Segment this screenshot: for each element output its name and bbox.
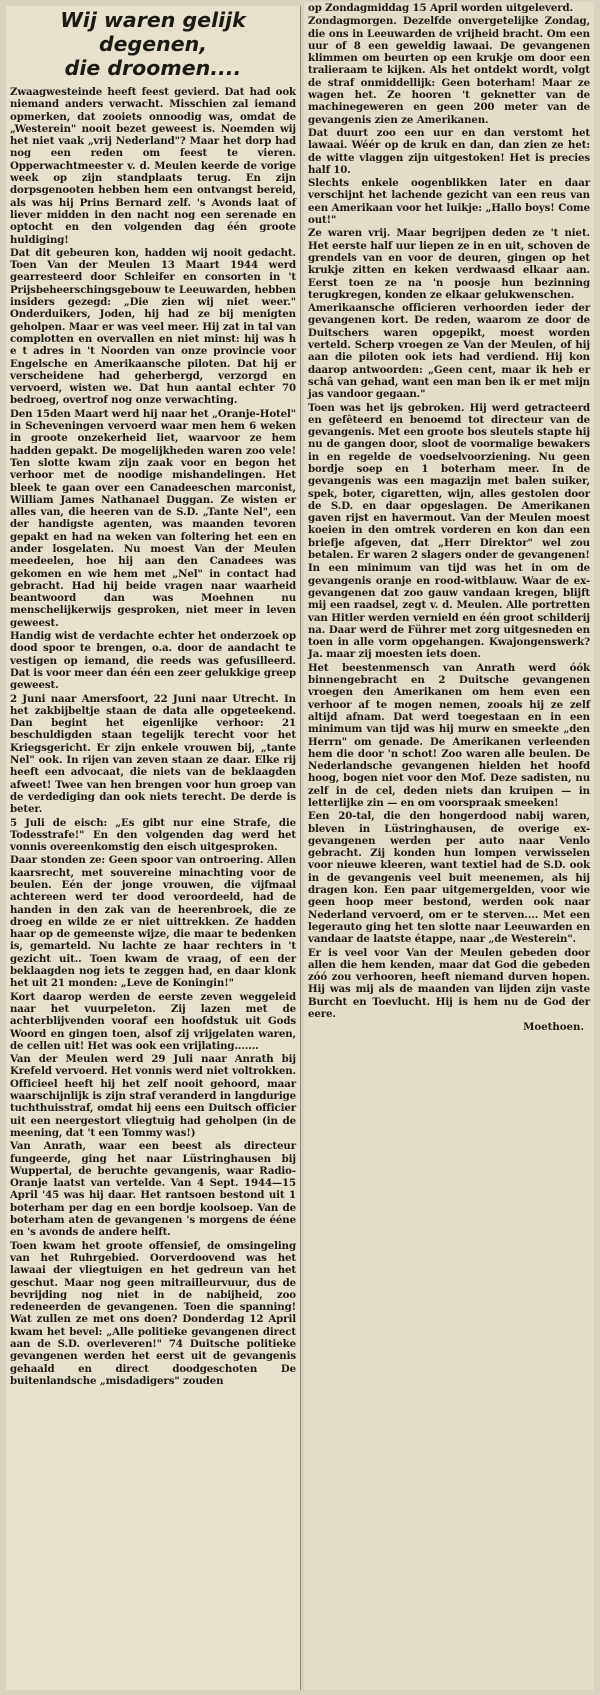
paragraph: Van der Meulen werd 29 Juli naar Anrath bij Krefeld vervoerd. Het vonnis werd niet voltrokken. Officieel heeft hij het zelf nooit gehoord, maar waarschijnlijk is zijn straf veranderd in langdurige tuchthuisstraf, omdat hij eens een Duitsch officier uit een neergestort vliegtuig had geholpen (in de meening, dat 't een Tommy was!): [10, 1053, 296, 1139]
paragraph: Van Anrath, waar een beest als directeur fungeerde, ging het naar Lüstringhausen bij Wuppertal, de beruchte gevangenis, waar Radio-Oranje laatst van vertelde. Van 4 Sept. 1944—15 April '45 was hij daar. Het rantsoen bestond uit 1 boterham per dag en een bordje koolsoep. Van de boterham aten de gevangenen 's morgens de ééne en 's avonds de andere helft.: [10, 1140, 296, 1239]
paragraph: Het beestenmensch van Anrath werd óók binnengebracht en 2 Duitsche gevangenen vroegen den Amerikanen om hem even een verhoor af te mogen nemen, zooals hij ze zelf altijd afnam. Dat werd toegestaan en in een minimum van tijd was hij murw en smeekte „den Herrn" om genade. De Amerikanen verleenden hem die door 'n schot! Zoo waren alle beulen. De Nederlandsche gevangenen hielden het hoofd hoog, bogen niet voor den Mof. Deze sadisten, nu zelf in de cel, deden niets dan kruipen — in letterlijke zin — en om voorspraak smeeken!: [308, 661, 590, 809]
article-headline: [8, 8, 298, 80]
right-column: [304, 2, 594, 1690]
paragraph: In een minimum van tijd was het in om de gevangenis oranje en rood-witblauw. Waar de ex-gevangenen dat zoo gauw vandaan kregen, blijft mij een raadsel, zegt v. d. Meulen. Alle portretten van Hitler werden vernield en één groot schilderij na. Daar werd de Führer met zorg uitgesneden en toen in alle vorm opgehangen. Kwajongenswerk? Ja. maar zij moesten iets doen.: [308, 562, 590, 661]
paragraph: Ze waren vrij. Maar begrijpen deden ze 't niet. Het eerste half uur liepen ze in en uit, schoven de grendels van en voor de deuren, gingen op het krukje zitten en keken verdwaasd elkaar aan. Eerst toen ze na 'n poosje hun bezinning terugkregen, konden ze elkaar gelukwenschen.: [308, 227, 590, 301]
paragraph: 5 Juli de eisch: „Es gibt nur eine Strafe, die Todesstrafe!" En den volgenden dag werd het vonnis overeenkomstig den eisch uitgesproken.: [10, 816, 296, 854]
paragraph: Zwaagwesteinde heeft feest gevierd. Dat had ook niemand anders verwacht. Misschien zal iemand opmerken, dat zooiets onnoodig was, omdat de „Westerein" nooit bezet geweest is. Noemden wij het niet vaak „vrij Nederland"? Maar het dorp had nog een reden om feest te vieren. Opperwachtmeester v. d. Meulen keerde de vorige week op zijn standplaats terug. En zijn dorpsgenooten hebben hem een ontvangst bereid, als was hij Prins Bernard zelf. 's Avonds laat of liever midden in den nacht nog een serenade en optocht en den volgenden dag één groote huldiging!: [10, 86, 296, 246]
paragraph: Den 15den Maart werd hij naar het „Oranje-Hotel" in Scheveningen vervoerd waar men hem 6 weken in groote onzekerheid liet, waarvoor ze hem hadden gepakt. De mogelijkheden waren zoo vele! Ten slotte kwam zijn zaak voor en begon het verhoor met de noodige mishandelingen. Het bleek te gaan over een Canadeeschen marconist, William James Nathanael Duggan. Ze wisten er alles van, die heeren van de S.D. „Tante Nel", een der handigste agenten, was maanden tevoren gepakt en had na weken van foltering het een en ander losgelaten. Nu moest Van der Meulen meedeelen, hoe hij aan den Canadees was gekomen en wie hem met „Nel" in contact had gebracht. Had hij beide vragen naar waarheid beantwoord dan was Moehnen nu menschelijkerwijs gesproken, niet meer in leven geweest.: [10, 407, 296, 629]
paragraph: Handig wist de verdachte echter het onderzoek op dood spoor te brengen, o.a. door de aandacht te vestigen op iemand, die reeds was gefusilleerd. Dat is voor meer dan één een zeer gelukkige greep geweest.: [10, 630, 296, 692]
paragraph: Daar stonden ze: Geen spoor van ontroering. Allen kaarsrecht, met souvereine minachting voor de beulen. Eén der jonge vrouwen, die vijfmaal achtereen werd ter dood veroordeeld, had de handen in den zak van de heerenbroek, die ze droeg en wilde ze er niet uittrekken. Ze hadden haar op de gemeenste wijze, die maar te bedenken is, gemarteld. Nu lachte ze haar rechters in 't gezicht uit.. Toen kwam de vraag, of een der beklaagden nog iets te zeggen had, en daar klonk het uit 21 monden: „Leve de Koningin!": [10, 854, 296, 990]
paragraph: Toen kwam het groote offensief, de omsingeling van het Ruhrgebied. Oorverdoovend was het lawaai der vliegtuigen en het gedreun van het geschut. Maar nog geen mitrailleurvuur, dus de bevrijding nog niet in de nabijheid, zoo redeneerden de gevangenen. Toen die spanning! Wat zullen ze met ons doen? Donderdag 12 April kwam het bevel: „Alle politieke gevangenen direct aan de S.D. overleveren!" 74 Duitsche politieke gevangenen werden het eerst uit de gevangenis gehaald en direct doodgeschoten De buitenlandsche „misdadigers" zouden: [10, 1239, 296, 1387]
paragraph: Dat dit gebeuren kon, hadden wij nooit gedacht. Toen Van der Meulen 13 Maart 1944 werd gearresteerd door Schleifer en consorten in 't Prijsbeheerschingsgebouw te Leeuwarden, hebben insiders gezegd: „Die zien wij niet weer." Onderduikers, Joden, hij had ze bij menigten geholpen. Maar er was veel meer. Hij zat in tal van complotten en overvallen en niet minst: hij was h e t adres in 't Noorden van onze provincie voor Engelsche en Amerikaansche piloten. Dat hij er verscheidene had geherbergd, verzorgd en vervoerd, wisten we. Dat hun aantal echter 70 bedroeg, overtrof nog onze verwachting.: [10, 246, 296, 407]
paragraph: Slechts enkele oogenblikken later en daar verschijnt het lachende gezicht van een reus van een Amerikaan voor het luikje: „Hallo boys! Come out!": [308, 177, 590, 227]
paragraph: op Zondagmiddag 15 April worden uitgeleverd.: [308, 2, 573, 14]
headline-line-1: Wij waren gelijk degenen,: [60, 8, 246, 56]
left-column: [6, 6, 301, 1690]
paragraph: Een 20-tal, die den hongerdood nabij waren, bleven in Lüstringhausen, de overige ex-gevangenen werden per auto naar Venlo gebracht. Zij konden hun lompen verwisselen voor nieuwe kleeren, want textiel had de S.D. ook in de gevangenis veel buit meenemen, als hij dragen kon. Een paar uitgemergelden, voor wie geen hoop meer bestond, werden ook naar Nederland vervoerd, om er te sterven.... Met een legerauto ging het ten slotte naar Leeuwarden en vandaar de laatste étappe, naar „de Westerein".: [308, 810, 590, 946]
paragraph: Kort daarop werden de eerste zeven weggeleid naar het vuurpeleton. Zij lazen met de achterblijvenden vooraf een hoofdstuk uit Gods Woord en gingen toen, alsof zij vrijgelaten waren, de cellen uit! Het was ook een vrijlating.......: [10, 990, 296, 1052]
paragraph: Er is veel voor Van der Meulen gebeden door allen die hem kenden, maar dat God die gebeden zóó zou verhooren, heeft niemand durven hopen. Hij was mij als de maanden van lijden zijn vaste Burcht en Toevlucht. Hij is hem nu de God der eere.: [308, 946, 590, 1021]
paragraph: Zondagmorgen. Dezelfde onvergetelijke Zondag, die ons in Leeuwarden de vrijheid bracht. Om een uur of 8 een geweldig lawaai. De gevangenen klimmen om beurten op een krukje om door een tralieraam te kijken. Als het ontdekt wordt, volgt de straf onmiddellijk: Geen boterham! Maar ze wagen het. Ze hooren 't geknetter van de machinegeweren en geen 200 meter van de gevangenis zien ze Amerikanen.: [308, 15, 590, 126]
paragraph: Dat duurt zoo een uur en dan verstomt het lawaai. Wéér op de kruk en dan, dan zien ze het: de witte vlaggen zijn uitgestoken! Het is precies half 10.: [308, 126, 590, 176]
author-signature: Moethoen.: [523, 1021, 584, 1034]
paragraph: 2 Juni naar Amersfoort, 22 Juni naar Utrecht. In het zakbijbeltje staan de data alle opgeteekend. Dan begint het eigenlijke verhoor: 21 beschuldigden staan tegelijk terecht voor het Kriegsgericht. Er zijn enkele vrouwen bij, „tante Nel" ook. In rijen van zeven staan ze daar. Elke rij heeft een advocaat, die niets van de beklaagden afweet! Twee van hen brengen voor hun groep van de verdediging dan ook niets terecht. De derde is beter.: [10, 692, 296, 816]
paragraph: Toen was het ijs gebroken. Hij werd getracteerd en gefêteerd en benoemd tot directeur van de gevangenis. Met een groote bos sleutels stapte hij nu de gangen door, sloot de voormalige bewakers in en regelde de voedselvoorziening. Nu geen bordje soep en 1 boterham meer. In de gevangenis was een magazijn met balen suiker, spek, boter, cigaretten, wijn, alles gestolen door de S.D. en daar opgeslagen. De Amerikanen gaven rijst en havermout. Van der Meulen moest koeien in den omtrek vorderen en kon dan een briefje afgeven, dat „Herr Direktor" wel zou betalen. Er waren 2 slagers onder de gevangenen!: [308, 401, 590, 562]
paragraph: Amerikaansche officieren verhoorden ieder der gevangenen kort. De reden, waarom ze door de Duitschers waren opgepikt, moest worden verteld. Scherp vroegen ze Van der Meulen, of hij aan die piloten ook iets had verdiend. Hij kon daarop antwoorden: „Geen cent, maar ik heb er schâ van gehad, want een man ben ik er met mijn jas vandoor gegaan.": [308, 302, 590, 401]
headline-line-2: die droomen....: [64, 56, 242, 80]
